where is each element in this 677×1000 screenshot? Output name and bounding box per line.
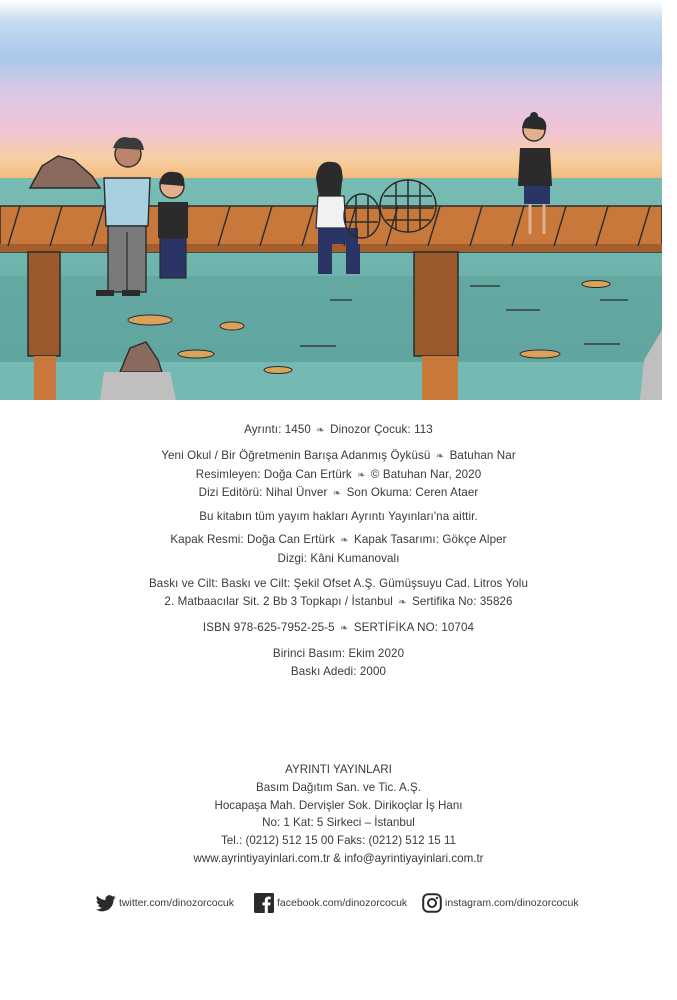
printer-line: Baskı ve Cilt: Baskı ve Cilt: Şekil Ofset A.Ş. Gümüşsuyu Cad. Litros Yolu — [148, 577, 529, 590]
illustrator: Resimleyen: Doğa Can Ertürk — [195, 467, 352, 481]
twitter-icon — [96, 895, 116, 912]
dinozor-number: Dinozor Çocuk: 113 — [330, 423, 433, 436]
series-number: Ayrıntı: 1450 — [244, 423, 311, 436]
instagram-icon — [422, 893, 442, 913]
printer-certificate: Sertifika No: 35826 — [412, 594, 513, 608]
cover-designer: Kapak Tasarımı: Gökçe Alper — [354, 533, 507, 546]
imprint-block-rights — [0, 508, 677, 526]
separator-icon: ❧ — [357, 469, 366, 481]
publisher-web[interactable]: www.ayrintiyayinlari.com.tr & info@ayrintiyayinlari.com.tr — [193, 851, 484, 865]
imprint-block-printing — [0, 575, 677, 611]
cover-line — [0, 531, 677, 550]
series-editor: Dizi Editörü: Nihal Ünver — [198, 486, 328, 499]
publisher-address-2: No: 1 Kat: 5 Sirkeci – İstanbul — [262, 816, 415, 830]
social-links — [0, 890, 677, 916]
author-name: Batuhan Nar — [449, 449, 516, 462]
illustrator-line — [0, 466, 677, 485]
cover-artist: Kapak Resmi: Doğa Can Ertürk — [170, 533, 335, 546]
copyright: © Batuhan Nar, 2020 — [370, 467, 482, 481]
imprint-block-edition — [0, 645, 677, 680]
instagram-label: instagram.com/dinozorcocuk — [445, 897, 579, 909]
imprint-block-title — [0, 447, 677, 503]
rights-statement: Bu kitabın tüm yayım hakları Ayrıntı Yayınları'na aittir. — [199, 510, 478, 523]
printer-address: 2. Matbaacılar Sit. 2 Bb 3 Topkapı / İstanbul — [164, 594, 393, 608]
publisher-info — [0, 761, 677, 868]
separator-icon: ❧ — [316, 425, 325, 436]
instagram-link[interactable] — [422, 890, 579, 916]
typesetting: Dizgi: Kâni Kumanovalı — [277, 551, 400, 565]
boy-figure — [158, 172, 188, 278]
sky — [0, 0, 662, 180]
editor-line — [0, 484, 677, 503]
facebook-icon — [254, 893, 274, 913]
twitter-label: twitter.com/dinozorcocuk — [119, 897, 234, 909]
pier-scene-drawing — [0, 0, 662, 400]
proofreader: Son Okuma: Ceren Ataer — [346, 486, 479, 499]
publisher-phone: Tel.: (0212) 512 15 00 Faks: (0212) 512 15 11 — [220, 834, 457, 848]
publisher-name: AYRINTI YAYINLARI — [285, 763, 392, 776]
pier-post-right — [414, 252, 458, 356]
imprint-block-cover — [0, 531, 677, 567]
deep-water — [0, 276, 662, 362]
separator-icon: ❧ — [340, 623, 349, 634]
facebook-link[interactable] — [254, 890, 407, 916]
twitter-link[interactable] — [96, 890, 234, 916]
printer-address-line — [0, 593, 677, 612]
first-edition: Birinci Basım: Ekim 2020 — [272, 647, 405, 660]
publisher-certificate: SERTİFİKA NO: 10704 — [353, 621, 475, 634]
book-title: Yeni Okul / Bir Öğretmenin Barışa Adanmış Öyküsü — [161, 449, 431, 462]
separator-icon: ❧ — [340, 535, 349, 546]
cover-illustration — [0, 0, 662, 400]
pier-post-right-reflection — [422, 356, 458, 400]
title-author-line — [0, 447, 677, 466]
series-line — [0, 421, 677, 440]
separator-icon: ❧ — [398, 596, 407, 608]
isbn: ISBN 978-625-7952-25-5 — [202, 621, 335, 634]
imprint-block-isbn — [0, 619, 677, 638]
rock-reflection — [100, 372, 176, 400]
print-run: Baskı Adedi: 2000 — [290, 664, 387, 678]
separator-icon: ❧ — [332, 488, 342, 499]
separator-icon: ❧ — [435, 451, 445, 462]
pier-post-left — [28, 252, 60, 356]
publisher-company: Basım Dağıtım San. ve Tic. A.Ş. — [256, 780, 421, 794]
isbn-line — [0, 619, 677, 638]
pier-post-left-reflection — [34, 356, 56, 400]
shallow-water — [0, 362, 662, 400]
facebook-label: facebook.com/dinozorcocuk — [277, 897, 408, 909]
publisher-address-1: Hocapaşa Mah. Dervişler Sok. Dirikoçlar İş Hanı — [214, 798, 463, 812]
imprint-block-series — [0, 421, 677, 440]
